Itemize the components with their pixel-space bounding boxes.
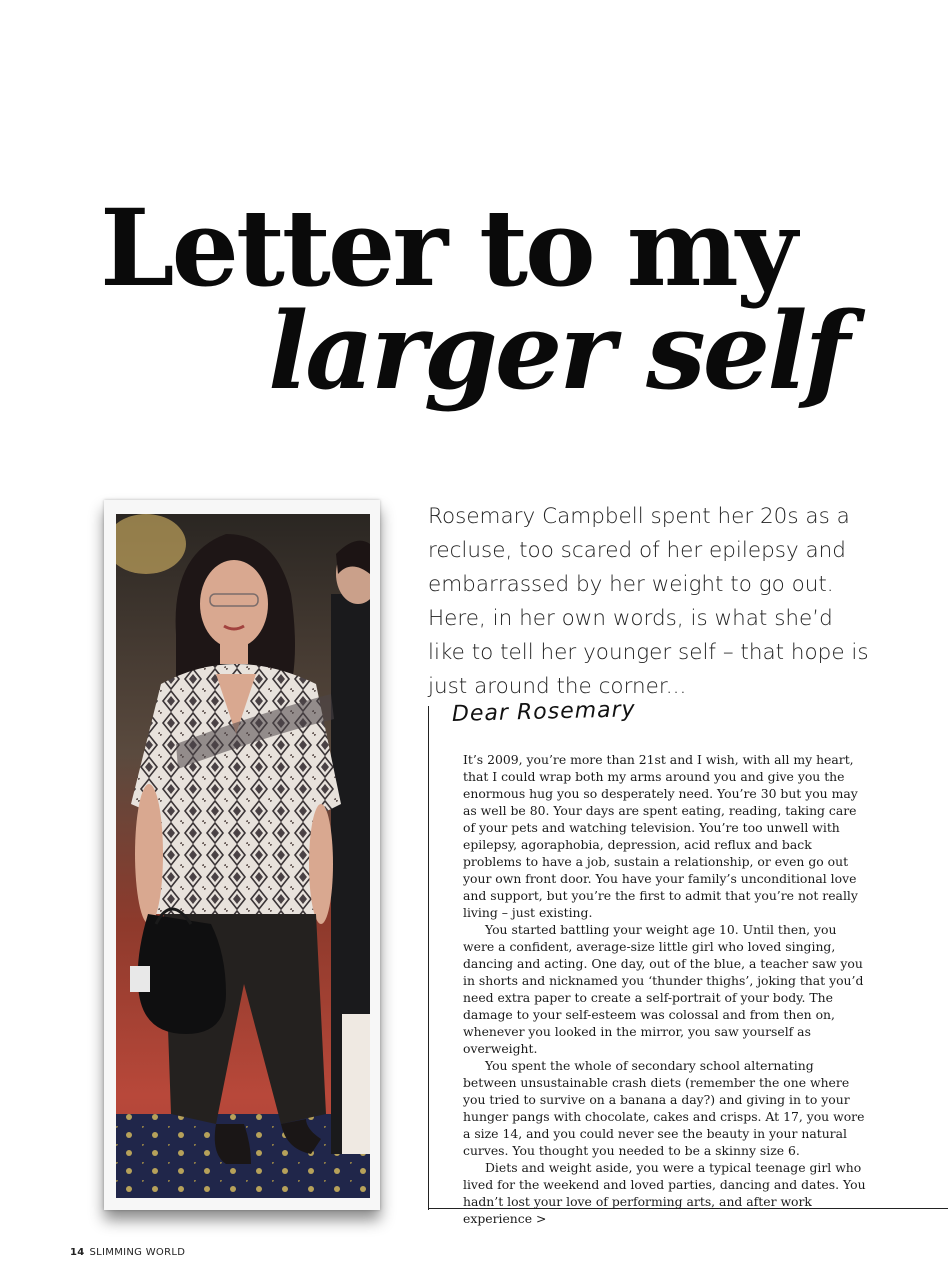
photo-illustration (116, 514, 370, 1198)
letter-border-left (428, 706, 429, 1210)
headline-line-1: Letter to my (100, 185, 795, 310)
headline-line-2: larger self (268, 288, 848, 413)
magazine-name: SLIMMING WORLD (89, 1247, 186, 1258)
standfirst-intro: Rosemary Campbell spent her 20s as a recluse, too scared of her epilepsy and embarrassed by her weight to go out. Here, in her own words, is what she’d like to tell her younger self – that hope is just around the corner... (428, 504, 869, 699)
letter-salutation: Dear Rosemary (451, 697, 636, 727)
page-footer (70, 1247, 185, 1258)
letter-paragraph: It’s 2009, you’re more than 21st and I wish, with all my heart, that I could wrap both my arms around you and give you the enormous hug you so desperately need. You’re 30 but you may as well be 80. Your days are spent eating, reading, taking care of your pets and watching television. You’re too unwell with epilepsy, agoraphobia, depression, acid reflux and back problems to have a job, sustain a relationship, or even go out your own front door. You have your family’s unconditional love and support, but you’re the first to admit that you’re not really living – just existing. (463, 752, 858, 920)
letter-paragraph: You spent the whole of secondary school alternating between unsustainable crash diets (remember the one where you tried to survive on a banana a day?) and giving in to your hunger pangs with chocolate, cakes and crisps. At 17, you wore a size 14, and you could never see the beauty in your natural curves. You thought you needed to be a skinny size 6. (463, 1058, 865, 1158)
page-number: 14 (70, 1247, 85, 1258)
letter-paragraph: You started battling your weight age 10. Until then, you were a confident, average-size little girl who loved singing, dancing and acting. One day, out of the blue, a teacher saw you in shorts and nicknamed you ‘thunder thighs’, joking that you’d need extra paper to create a self-portrait of your body. The damage to your self-esteem was colossal and from then on, whenever you looked in the mirror, you saw yourself as overweight. (463, 922, 864, 1056)
letter-body (463, 751, 869, 1227)
photo-print-frame (104, 500, 380, 1210)
letter-paragraph: Diets and weight aside, you were a typical teenage girl who lived for the weekend and loved parties, dancing and dates. You hadn’t lost your love of performing arts, and after work experience > (463, 1160, 866, 1226)
rosemary-photo (116, 514, 370, 1198)
